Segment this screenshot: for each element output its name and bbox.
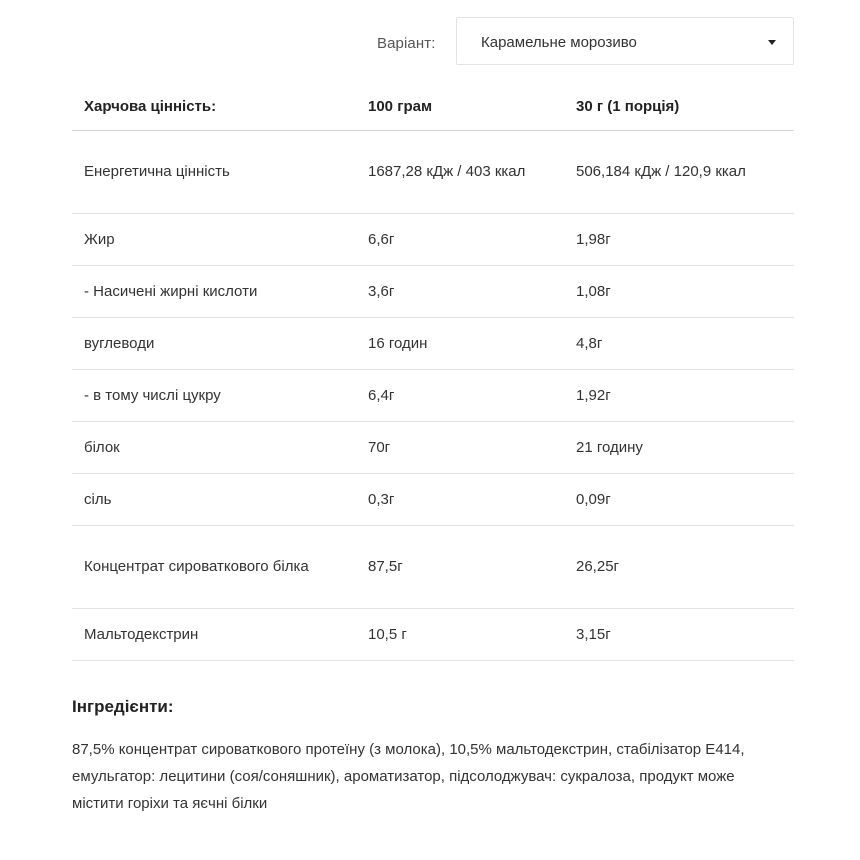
value-per-100g: 6,4г: [356, 370, 564, 422]
chevron-down-icon: [768, 40, 776, 45]
ingredients-text: 87,5% концентрат сироваткового протеїну (з молока), 10,5% мальтодекстрин, стабілізатор E414, емульгатор: лецитини (соя/соняшник), ароматизатор, підсолоджувач: сукралоза, продукт може містити горіхи та яєчні білки: [72, 741, 745, 812]
table-row: [72, 370, 794, 422]
value-per-serving: 3,15г: [564, 609, 794, 661]
column-header-per-100g: 100 грам: [356, 84, 564, 131]
column-header-nutrient: Харчова цінність:: [72, 84, 356, 131]
nutrient-name: Жир: [72, 214, 356, 266]
nutrition-table: [72, 84, 794, 661]
nutrient-name: білок: [72, 422, 356, 474]
value-per-serving: 1,92г: [564, 370, 794, 422]
table-row: [72, 131, 794, 214]
value-per-serving: 26,25г: [564, 526, 794, 609]
nutrient-name: вуглеводи: [72, 318, 356, 370]
table-row: [72, 526, 794, 609]
value-per-100g: 10,5 г: [356, 609, 564, 661]
nutrient-name: Енергетична цінність: [72, 131, 356, 214]
variant-selector-row: [0, 17, 860, 67]
table-header-row: [72, 84, 794, 131]
variant-label: Варіант:: [377, 35, 436, 52]
table-row: [72, 266, 794, 318]
nutrient-name: - в тому числі цукру: [72, 370, 356, 422]
nutrient-name: Концентрат сироваткового білка: [72, 526, 356, 609]
nutrient-name: - Насичені жирні кислоти: [72, 266, 356, 318]
table-row: [72, 318, 794, 370]
value-per-serving: 506,184 кДж / 120,9 ккал: [564, 131, 794, 214]
value-per-serving: 4,8г: [564, 318, 794, 370]
value-per-serving: 0,09г: [564, 474, 794, 526]
value-per-100g: 6,6г: [356, 214, 564, 266]
value-per-serving: 1,08г: [564, 266, 794, 318]
table-row: [72, 422, 794, 474]
nutrient-name: Мальтодекстрин: [72, 609, 356, 661]
value-per-100g: 3,6г: [356, 266, 564, 318]
column-header-per-serving: 30 г (1 порція): [564, 84, 794, 131]
table-row: [72, 609, 794, 661]
nutrient-name: сіль: [72, 474, 356, 526]
value-per-100g: 87,5г: [356, 526, 564, 609]
value-per-serving: 1,98г: [564, 214, 794, 266]
variant-select[interactable]: [456, 17, 794, 65]
value-per-100g: 1687,28 кДж / 403 ккал: [356, 131, 564, 214]
table-row: [72, 214, 794, 266]
value-per-100g: 16 годин: [356, 318, 564, 370]
table-row: [72, 474, 794, 526]
value-per-100g: 0,3г: [356, 474, 564, 526]
value-per-100g: 70г: [356, 422, 564, 474]
ingredients-heading: Інгредієнти:: [72, 697, 174, 716]
variant-selected-value: Карамельне морозиво: [481, 34, 637, 51]
value-per-serving: 21 годину: [564, 422, 794, 474]
